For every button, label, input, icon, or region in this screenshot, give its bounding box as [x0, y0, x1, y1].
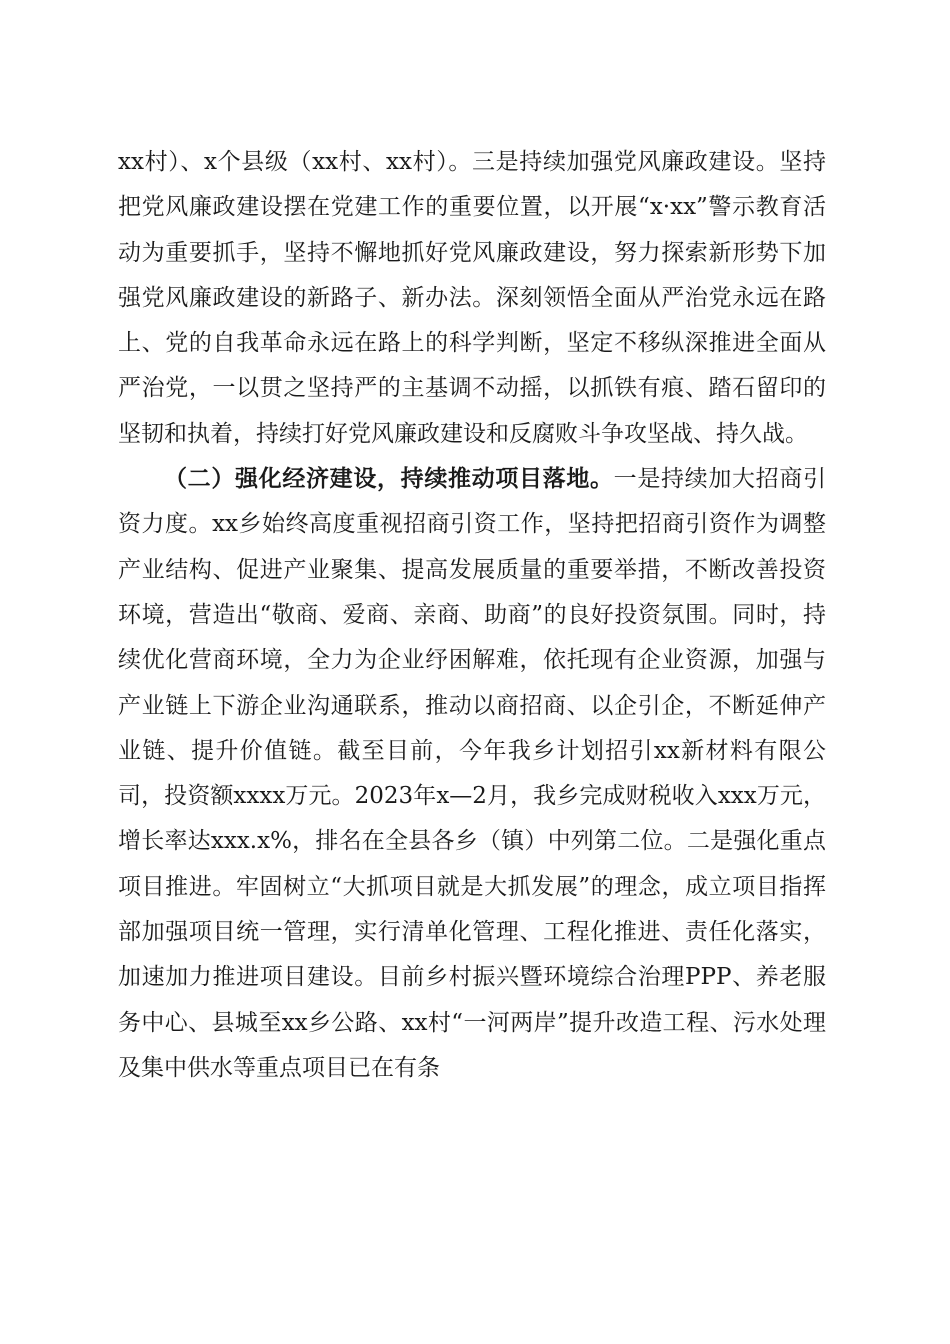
document-body — [118, 140, 826, 1091]
body-paragraph-1: xx村）、x个县级（xx村、xx村）。三是持续加强党风廉政建设。坚持把党风廉政建设摆在党建工作的重要位置，以开展“x·xx”警示教育活动为重要抓手，坚持不懈地抓好党风廉政建设，努力探索新形势下加强党风廉政建设的新路子、新办法。深刻领悟全面从严治党永远在路上、党的自我革命永远在路上的科学判断，坚定不移纵深推进全面从严治党，一以贯之坚持严的主基调不动摇，以抓铁有痕、踏石留印的坚韧和执着，持续打好党风廉政建设和反腐败斗争攻坚战、持久战。 — [118, 149, 826, 447]
section-heading: （二）强化经济建设，持续推动项目落地。 — [164, 466, 614, 493]
body-paragraph-2-text: 一是持续加大招商引资力度。xx乡始终高度重视招商引资工作，坚持把招商引资作为调整产业结构、促进产业聚集、提高发展质量的重要举措，不断改善投资环境，营造出“敬商、爱商、亲商、助商”的良好投资氛围。同时，持续优化营商环境，全力为企业纾困解难，依托现有企业资源，加强与产业链上下游企业沟通联系，推动以商招商、以企引企，不断延伸产业链、提升价值链。截至目前，今年我乡计划招引xx新材料有限公司，投资额xxxx万元。2023年x—2月，我乡完成财税收入xxx万元，增长率达xxx.x%，排名在全县各乡（镇）中列第二位。二是强化重点项目推进。牢固树立“大抓项目就是大抓发展”的理念，成立项目指挥部加强项目统一管理，实行清单化管理、工程化推进、责任化落实，加速加力推进项目建设。目前乡村振兴暨环境综合治理PPP、养老服务中心、县城至xx乡公路、xx村“一河两岸”提升改造工程、污水处理及集中供水等重点项目已在有条 — [118, 466, 827, 1081]
body-paragraph-2 — [118, 457, 826, 1091]
